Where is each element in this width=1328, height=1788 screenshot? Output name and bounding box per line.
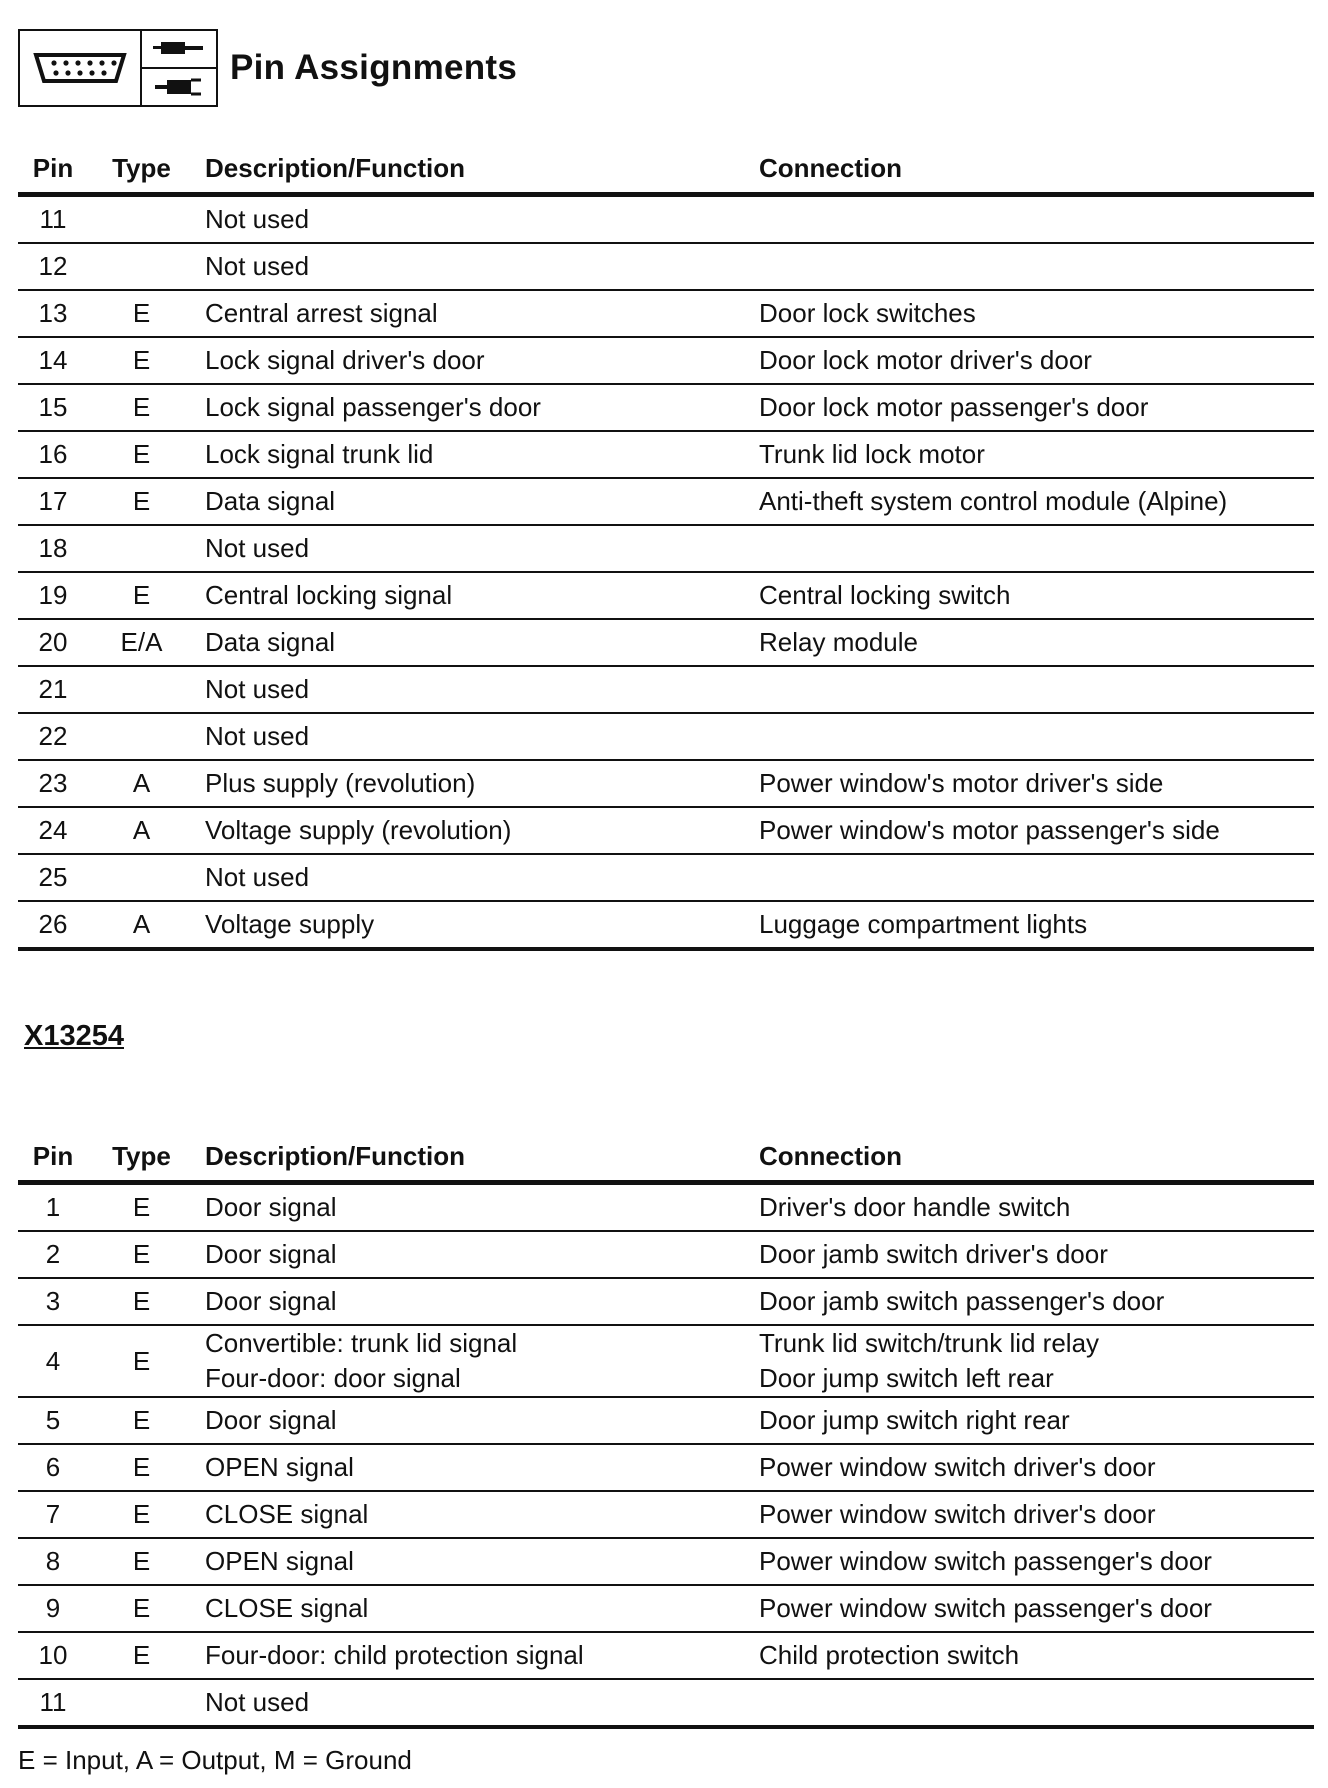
- type-cell: [88, 713, 195, 760]
- table-row: [18, 1397, 1314, 1444]
- pin-cell: 3: [18, 1278, 88, 1325]
- description-cell: Not used: [195, 243, 759, 290]
- column-header-connection: Connection: [759, 144, 1314, 195]
- column-header-pin: Pin: [18, 144, 88, 195]
- connection-cell: [759, 713, 1314, 760]
- description-cell: Door signal: [195, 1278, 759, 1325]
- pin-cell: 24: [18, 807, 88, 854]
- table-row: [18, 195, 1314, 244]
- type-cell: [88, 243, 195, 290]
- pin-cell: 25: [18, 854, 88, 901]
- type-cell: E: [88, 572, 195, 619]
- table-row: [18, 431, 1314, 478]
- column-header-connection: Connection: [759, 1132, 1314, 1183]
- table-header-row: [18, 1132, 1314, 1183]
- pin-cell: 4: [18, 1325, 88, 1397]
- connection-cell: Power window switch driver's door: [759, 1491, 1314, 1538]
- type-cell: E: [88, 1183, 195, 1232]
- table-row: [18, 478, 1314, 525]
- description-cell: Convertible: trunk lid signal Four-door: door signal: [195, 1325, 759, 1397]
- type-cell: E: [88, 1585, 195, 1632]
- pin-cell: 7: [18, 1491, 88, 1538]
- type-cell: E: [88, 290, 195, 337]
- pin-cell: 26: [18, 901, 88, 949]
- table-row: [18, 619, 1314, 666]
- description-cell: Not used: [195, 854, 759, 901]
- description-cell: Central arrest signal: [195, 290, 759, 337]
- pin-cell: 20: [18, 619, 88, 666]
- description-cell: CLOSE signal: [195, 1585, 759, 1632]
- type-legend: E = Input, A = Output, M = Ground: [18, 1745, 412, 1775]
- column-header-type: Type: [88, 144, 195, 195]
- description-cell: OPEN signal: [195, 1538, 759, 1585]
- description-cell: Data signal: [195, 619, 759, 666]
- connection-cell: [759, 243, 1314, 290]
- connection-cell: [759, 525, 1314, 572]
- column-header-pin: Pin: [18, 1132, 88, 1183]
- pin-cell: 8: [18, 1538, 88, 1585]
- page-title: Pin Assignments: [230, 48, 518, 87]
- type-cell: E: [88, 1397, 195, 1444]
- connector-code-heading: X13254: [24, 1020, 124, 1052]
- page-header: [18, 28, 517, 108]
- connection-cell: Door jump switch right rear: [759, 1397, 1314, 1444]
- pin-table-2: [18, 1132, 1314, 1729]
- connection-cell: [759, 195, 1314, 244]
- connection-cell: Power window's motor driver's side: [759, 760, 1314, 807]
- table-row: [18, 666, 1314, 713]
- column-header-type: Type: [88, 1132, 195, 1183]
- connection-cell: Central locking switch: [759, 572, 1314, 619]
- pin-cell: 9: [18, 1585, 88, 1632]
- connection-cell: Door lock motor passenger's door: [759, 384, 1314, 431]
- table-row: [18, 901, 1314, 949]
- connection-cell: Door lock switches: [759, 290, 1314, 337]
- pin-table-1: [18, 144, 1314, 951]
- description-cell: Not used: [195, 666, 759, 713]
- table-row: [18, 1538, 1314, 1585]
- type-cell: E: [88, 1325, 195, 1397]
- table-row: [18, 1632, 1314, 1679]
- table-row: [18, 337, 1314, 384]
- pin-cell: 21: [18, 666, 88, 713]
- pin-male-icon: [142, 31, 216, 69]
- type-cell: E: [88, 1491, 195, 1538]
- description-cell: Lock signal passenger's door: [195, 384, 759, 431]
- table-row: [18, 290, 1314, 337]
- column-header-description: Description/Function: [195, 144, 759, 195]
- type-cell: E/A: [88, 619, 195, 666]
- table-row: [18, 1183, 1314, 1232]
- pin-cell: 11: [18, 195, 88, 244]
- table-row: [18, 1325, 1314, 1397]
- type-cell: A: [88, 760, 195, 807]
- type-cell: E: [88, 337, 195, 384]
- description-cell: Voltage supply: [195, 901, 759, 949]
- connection-cell: Door jamb switch driver's door: [759, 1231, 1314, 1278]
- table-row: [18, 1491, 1314, 1538]
- pin-cell: 10: [18, 1632, 88, 1679]
- description-cell: Not used: [195, 1679, 759, 1727]
- pin-cell: 2: [18, 1231, 88, 1278]
- connection-cell: Anti-theft system control module (Alpine): [759, 478, 1314, 525]
- column-header-description: Description/Function: [195, 1132, 759, 1183]
- table-row: [18, 1231, 1314, 1278]
- description-cell: Lock signal trunk lid: [195, 431, 759, 478]
- connector-plug-icon: [20, 31, 142, 105]
- connection-cell: [759, 1679, 1314, 1727]
- type-cell: A: [88, 807, 195, 854]
- table-row: [18, 807, 1314, 854]
- description-cell: Not used: [195, 525, 759, 572]
- connection-cell: [759, 854, 1314, 901]
- type-cell: E: [88, 478, 195, 525]
- description-cell: Door signal: [195, 1231, 759, 1278]
- description-cell: OPEN signal: [195, 1444, 759, 1491]
- table-row: [18, 1679, 1314, 1727]
- connection-cell: Power window's motor passenger's side: [759, 807, 1314, 854]
- type-cell: E: [88, 1444, 195, 1491]
- pin-cell: 19: [18, 572, 88, 619]
- description-cell: CLOSE signal: [195, 1491, 759, 1538]
- description-cell: Central locking signal: [195, 572, 759, 619]
- table-header-row: [18, 144, 1314, 195]
- table-row: [18, 1585, 1314, 1632]
- connection-cell: Trunk lid lock motor: [759, 431, 1314, 478]
- type-cell: [88, 666, 195, 713]
- connection-cell: Power window switch passenger's door: [759, 1538, 1314, 1585]
- table-row: [18, 525, 1314, 572]
- description-cell: Four-door: child protection signal: [195, 1632, 759, 1679]
- connection-cell: Power window switch passenger's door: [759, 1585, 1314, 1632]
- description-cell: Not used: [195, 713, 759, 760]
- pin-cell: 16: [18, 431, 88, 478]
- connection-cell: Child protection switch: [759, 1632, 1314, 1679]
- type-cell: E: [88, 384, 195, 431]
- connection-cell: Power window switch driver's door: [759, 1444, 1314, 1491]
- type-cell: E: [88, 1538, 195, 1585]
- pin-cell: 18: [18, 525, 88, 572]
- table-row: [18, 243, 1314, 290]
- pin-cell: 6: [18, 1444, 88, 1491]
- description-cell: Door signal: [195, 1397, 759, 1444]
- table-row: [18, 1444, 1314, 1491]
- connector-icon-box: [18, 29, 218, 107]
- pin-cell: 5: [18, 1397, 88, 1444]
- pin-cell: 11: [18, 1679, 88, 1727]
- type-cell: E: [88, 1231, 195, 1278]
- connection-cell: Relay module: [759, 619, 1314, 666]
- table-row: [18, 854, 1314, 901]
- table-row: [18, 1278, 1314, 1325]
- type-cell: [88, 525, 195, 572]
- type-cell: E: [88, 1632, 195, 1679]
- pin-cell: 23: [18, 760, 88, 807]
- type-cell: E: [88, 1278, 195, 1325]
- description-cell: Voltage supply (revolution): [195, 807, 759, 854]
- description-cell: Door signal: [195, 1183, 759, 1232]
- pin-cell: 12: [18, 243, 88, 290]
- pin-cell: 15: [18, 384, 88, 431]
- table-row: [18, 572, 1314, 619]
- table-row: [18, 760, 1314, 807]
- type-cell: [88, 1679, 195, 1727]
- type-cell: E: [88, 431, 195, 478]
- connection-cell: Door lock motor driver's door: [759, 337, 1314, 384]
- pin-cell: 13: [18, 290, 88, 337]
- description-cell: Lock signal driver's door: [195, 337, 759, 384]
- type-cell: [88, 854, 195, 901]
- table-row: [18, 713, 1314, 760]
- type-cell: A: [88, 901, 195, 949]
- description-cell: Not used: [195, 195, 759, 244]
- table-row: [18, 384, 1314, 431]
- type-cell: [88, 195, 195, 244]
- connection-cell: Trunk lid switch/trunk lid relay Door jump switch left rear: [759, 1325, 1314, 1397]
- pin-cell: 22: [18, 713, 88, 760]
- description-cell: Data signal: [195, 478, 759, 525]
- description-cell: Plus supply (revolution): [195, 760, 759, 807]
- connection-cell: Door jamb switch passenger's door: [759, 1278, 1314, 1325]
- pin-female-icon: [142, 69, 216, 105]
- connection-cell: Luggage compartment lights: [759, 901, 1314, 949]
- connection-cell: [759, 666, 1314, 713]
- connection-cell: Driver's door handle switch: [759, 1183, 1314, 1232]
- pin-cell: 14: [18, 337, 88, 384]
- pin-cell: 1: [18, 1183, 88, 1232]
- pin-cell: 17: [18, 478, 88, 525]
